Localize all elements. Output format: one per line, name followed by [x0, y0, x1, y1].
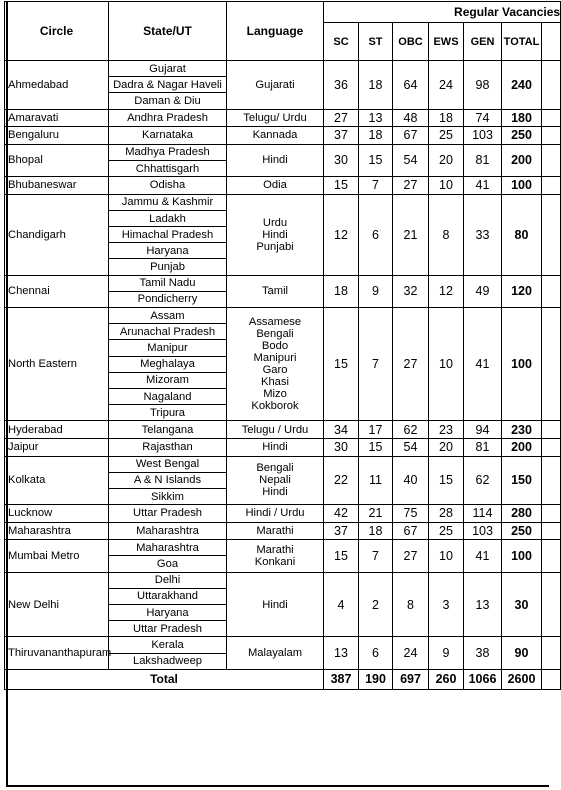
language-line: Malayalam	[247, 647, 303, 660]
total-gen-cell: 1066	[464, 669, 502, 689]
circle-cell: Ahmedabad	[5, 61, 109, 110]
st-cell: 7	[359, 308, 393, 421]
language-line: Punjabi	[256, 240, 294, 253]
table-row	[5, 61, 561, 77]
language-line: Gujarati	[255, 78, 295, 91]
obc-cell: 27	[393, 177, 429, 195]
state-cell: Pondicherry	[109, 291, 227, 307]
table-body	[5, 61, 561, 690]
extra-cell	[542, 275, 561, 307]
obc-cell: 48	[393, 109, 429, 127]
circle-cell: Bengaluru	[5, 127, 109, 145]
total-cell: 120	[502, 275, 542, 307]
table-row	[5, 275, 561, 291]
total-total-cell: 2600	[502, 669, 542, 689]
vacancy-table	[4, 1, 561, 690]
ews-cell: 10	[429, 177, 464, 195]
ews-cell: 10	[429, 308, 464, 421]
obc-cell: 40	[393, 456, 429, 505]
total-cell: 80	[502, 194, 542, 275]
st-cell: 18	[359, 127, 393, 145]
st-cell: 2	[359, 572, 393, 637]
ews-cell: 28	[429, 505, 464, 523]
language-cell	[227, 109, 324, 127]
language-line: Odia	[263, 179, 287, 192]
sc-cell: 15	[324, 308, 359, 421]
sc-cell: 34	[324, 421, 359, 439]
language-line: Nepali	[259, 474, 291, 487]
gen-cell: 94	[464, 421, 502, 439]
gen-cell: 114	[464, 505, 502, 523]
table-row	[5, 522, 561, 540]
state-cell: Delhi	[109, 572, 227, 588]
table-row	[5, 637, 561, 653]
extra-cell	[542, 144, 561, 176]
state-cell: Dadra & Nagar Haveli	[109, 77, 227, 93]
language-line: Assamese	[248, 316, 302, 329]
table-row	[5, 308, 561, 324]
ews-cell: 10	[429, 540, 464, 572]
header-gen: GEN	[464, 23, 502, 61]
language-line: Bengali	[256, 462, 294, 475]
state-cell: Maharashtra	[109, 522, 227, 540]
sc-cell: 22	[324, 456, 359, 505]
state-cell: Daman & Diu	[109, 93, 227, 109]
gen-cell: 41	[464, 308, 502, 421]
ews-cell: 20	[429, 438, 464, 456]
obc-cell: 27	[393, 308, 429, 421]
sc-cell: 30	[324, 438, 359, 456]
ews-cell: 25	[429, 522, 464, 540]
language-cell	[227, 438, 324, 456]
sc-cell: 18	[324, 275, 359, 307]
ews-cell: 24	[429, 61, 464, 110]
state-cell: Chhattisgarh	[109, 160, 227, 176]
ews-cell: 9	[429, 637, 464, 669]
table-row	[5, 421, 561, 439]
sc-cell: 13	[324, 637, 359, 669]
header-total: TOTAL	[502, 23, 542, 61]
language-line: Kannada	[252, 129, 298, 142]
state-cell: Tripura	[109, 405, 227, 421]
st-cell: 15	[359, 438, 393, 456]
total-cell: 180	[502, 109, 542, 127]
state-cell: Karnataka	[109, 127, 227, 145]
state-cell: Jammu & Kashmir	[109, 194, 227, 210]
circle-cell: Bhubaneswar	[5, 177, 109, 195]
gen-cell: 41	[464, 540, 502, 572]
total-cell: 90	[502, 637, 542, 669]
total-cell: 250	[502, 127, 542, 145]
st-cell: 13	[359, 109, 393, 127]
language-cell	[227, 505, 324, 523]
state-cell: Rajasthan	[109, 438, 227, 456]
circle-cell: Mumbai Metro	[5, 540, 109, 572]
gen-cell: 33	[464, 194, 502, 275]
language-line: Urdu	[262, 216, 288, 229]
header-obc: OBC	[393, 23, 429, 61]
state-cell: Andhra Pradesh	[109, 109, 227, 127]
language-cell	[227, 61, 324, 110]
extra-cell	[542, 127, 561, 145]
state-cell: Sikkim	[109, 488, 227, 504]
table-row	[5, 127, 561, 145]
ews-cell: 15	[429, 456, 464, 505]
state-cell: Uttarakhand	[109, 588, 227, 604]
extra-cell	[542, 456, 561, 505]
total-cell: 280	[502, 505, 542, 523]
sc-cell: 42	[324, 505, 359, 523]
header-ews: EWS	[429, 23, 464, 61]
ews-cell: 12	[429, 275, 464, 307]
language-cell	[227, 127, 324, 145]
extra-cell	[542, 572, 561, 637]
extra-cell	[542, 505, 561, 523]
circle-cell: Bhopal	[5, 144, 109, 176]
state-cell: Ladakh	[109, 210, 227, 226]
st-cell: 7	[359, 177, 393, 195]
language-line: Hindi	[262, 228, 288, 241]
language-cell	[227, 421, 324, 439]
state-cell: Meghalaya	[109, 356, 227, 372]
st-cell: 6	[359, 194, 393, 275]
gen-cell: 62	[464, 456, 502, 505]
state-cell: Punjab	[109, 259, 227, 275]
circle-cell: New Delhi	[5, 572, 109, 637]
st-cell: 18	[359, 522, 393, 540]
gen-cell: 49	[464, 275, 502, 307]
total-cell: 30	[502, 572, 542, 637]
total-st-cell: 190	[359, 669, 393, 689]
ews-cell: 3	[429, 572, 464, 637]
state-cell: Odisha	[109, 177, 227, 195]
table-row	[5, 438, 561, 456]
state-cell: Himachal Pradesh	[109, 227, 227, 243]
extra-cell	[542, 438, 561, 456]
language-line: Manipuri	[253, 352, 297, 365]
circle-cell: Thiruvananthapuram	[5, 637, 109, 669]
language-cell	[227, 456, 324, 505]
table-row	[5, 456, 561, 472]
obc-cell: 54	[393, 144, 429, 176]
language-line: Hindi	[262, 486, 288, 499]
language-cell	[227, 194, 324, 275]
circle-cell: Kolkata	[5, 456, 109, 505]
language-line: Marathi	[256, 524, 294, 537]
ews-cell: 8	[429, 194, 464, 275]
sc-cell: 4	[324, 572, 359, 637]
language-cell	[227, 144, 324, 176]
language-line: Bodo	[261, 340, 289, 353]
state-cell: Uttar Pradesh	[109, 505, 227, 523]
circle-cell: Jaipur	[5, 438, 109, 456]
language-line: Konkani	[254, 555, 296, 568]
obc-cell: 27	[393, 540, 429, 572]
state-cell: Telangana	[109, 421, 227, 439]
gen-cell: 41	[464, 177, 502, 195]
total-cell: 250	[502, 522, 542, 540]
total-cell: 230	[502, 421, 542, 439]
sc-cell: 27	[324, 109, 359, 127]
header-sc: SC	[324, 23, 359, 61]
state-cell: Gujarat	[109, 61, 227, 77]
language-line: Hindi	[262, 441, 288, 454]
state-cell: Assam	[109, 308, 227, 324]
header-circle: Circle	[5, 2, 109, 61]
header-state: State/UT	[109, 2, 227, 61]
header-st: ST	[359, 23, 393, 61]
language-line: Bengali	[256, 328, 294, 341]
circle-cell: North Eastern	[5, 308, 109, 421]
st-cell: 9	[359, 275, 393, 307]
table-row	[5, 194, 561, 210]
st-cell: 15	[359, 144, 393, 176]
gen-cell: 13	[464, 572, 502, 637]
st-cell: 11	[359, 456, 393, 505]
state-cell: Haryana	[109, 243, 227, 259]
gen-cell: 103	[464, 127, 502, 145]
st-cell: 21	[359, 505, 393, 523]
extra-cell	[542, 109, 561, 127]
language-cell	[227, 540, 324, 572]
language-line: Hindi / Urdu	[245, 507, 305, 520]
circle-cell: Lucknow	[5, 505, 109, 523]
language-line: Garo	[262, 364, 288, 377]
sc-cell: 15	[324, 540, 359, 572]
st-cell: 18	[359, 61, 393, 110]
language-line: Khasi	[261, 376, 289, 389]
state-cell: Kerala	[109, 637, 227, 653]
total-cell: 100	[502, 177, 542, 195]
extra-cell	[542, 177, 561, 195]
language-cell	[227, 308, 324, 421]
obc-cell: 67	[393, 522, 429, 540]
table-row	[5, 177, 561, 195]
extra-cell	[542, 194, 561, 275]
state-cell: Tamil Nadu	[109, 275, 227, 291]
circle-cell: Chandigarh	[5, 194, 109, 275]
ews-cell: 18	[429, 109, 464, 127]
sc-cell: 15	[324, 177, 359, 195]
language-line: Telugu/ Urdu	[243, 111, 307, 124]
st-cell: 6	[359, 637, 393, 669]
ews-cell: 25	[429, 127, 464, 145]
sc-cell: 37	[324, 127, 359, 145]
sc-cell: 12	[324, 194, 359, 275]
language-cell	[227, 522, 324, 540]
state-cell: Arunachal Pradesh	[109, 324, 227, 340]
obc-cell: 32	[393, 275, 429, 307]
language-line: Marathi	[256, 543, 294, 556]
extra-cell	[542, 421, 561, 439]
total-cell: 200	[502, 144, 542, 176]
obc-cell: 21	[393, 194, 429, 275]
gen-cell: 74	[464, 109, 502, 127]
obc-cell: 24	[393, 637, 429, 669]
obc-cell: 67	[393, 127, 429, 145]
total-ews-cell: 260	[429, 669, 464, 689]
sc-cell: 37	[324, 522, 359, 540]
gen-cell: 38	[464, 637, 502, 669]
extra-cell	[542, 61, 561, 110]
state-cell: Manipur	[109, 340, 227, 356]
language-line: Telugu / Urdu	[241, 423, 309, 436]
vacancy-sheet	[4, 1, 561, 786]
state-cell: West Bengal	[109, 456, 227, 472]
header-extra-cell	[542, 23, 561, 61]
language-line: Mizo	[263, 388, 287, 401]
sc-cell: 36	[324, 61, 359, 110]
st-cell: 17	[359, 421, 393, 439]
language-cell	[227, 572, 324, 637]
obc-cell: 75	[393, 505, 429, 523]
circle-cell: Chennai	[5, 275, 109, 307]
language-line: Tamil	[261, 285, 289, 298]
table-row	[5, 144, 561, 160]
total-cell: 100	[502, 308, 542, 421]
extra-cell	[542, 522, 561, 540]
language-line: Hindi	[262, 154, 288, 167]
total-row	[5, 669, 561, 689]
total-cell: 200	[502, 438, 542, 456]
total-label: Total	[5, 669, 324, 689]
gen-cell: 103	[464, 522, 502, 540]
state-cell: Madhya Pradesh	[109, 144, 227, 160]
gen-cell: 81	[464, 438, 502, 456]
header-regular-vacancies: Regular Vacancies	[324, 2, 561, 23]
total-sc-cell: 387	[324, 669, 359, 689]
table-row	[5, 540, 561, 556]
obc-cell: 64	[393, 61, 429, 110]
extra-cell	[542, 308, 561, 421]
ews-cell: 23	[429, 421, 464, 439]
total-cell: 150	[502, 456, 542, 505]
total-obc-cell: 697	[393, 669, 429, 689]
extra-cell	[542, 669, 561, 689]
obc-cell: 62	[393, 421, 429, 439]
state-cell: Mizoram	[109, 372, 227, 388]
obc-cell: 54	[393, 438, 429, 456]
language-line: Kokborok	[251, 400, 299, 413]
circle-cell: Amaravati	[5, 109, 109, 127]
circle-cell: Hyderabad	[5, 421, 109, 439]
circle-cell: Maharashtra	[5, 522, 109, 540]
ews-cell: 20	[429, 144, 464, 176]
total-cell: 100	[502, 540, 542, 572]
obc-cell: 8	[393, 572, 429, 637]
state-cell: Goa	[109, 556, 227, 572]
state-cell: A & N Islands	[109, 472, 227, 488]
gen-cell: 98	[464, 61, 502, 110]
state-cell: Lakshadweep	[109, 653, 227, 669]
extra-cell	[542, 540, 561, 572]
header-language: Language	[227, 2, 324, 61]
sc-cell: 30	[324, 144, 359, 176]
language-line: Hindi	[262, 598, 288, 611]
state-cell: Nagaland	[109, 388, 227, 404]
state-cell: Uttar Pradesh	[109, 621, 227, 637]
total-cell: 240	[502, 61, 542, 110]
state-cell: Maharashtra	[109, 540, 227, 556]
extra-cell	[542, 637, 561, 669]
language-cell	[227, 275, 324, 307]
language-cell	[227, 637, 324, 669]
table-row	[5, 109, 561, 127]
st-cell: 7	[359, 540, 393, 572]
table-row	[5, 572, 561, 588]
table-row	[5, 505, 561, 523]
language-cell	[227, 177, 324, 195]
state-cell: Haryana	[109, 605, 227, 621]
gen-cell: 81	[464, 144, 502, 176]
